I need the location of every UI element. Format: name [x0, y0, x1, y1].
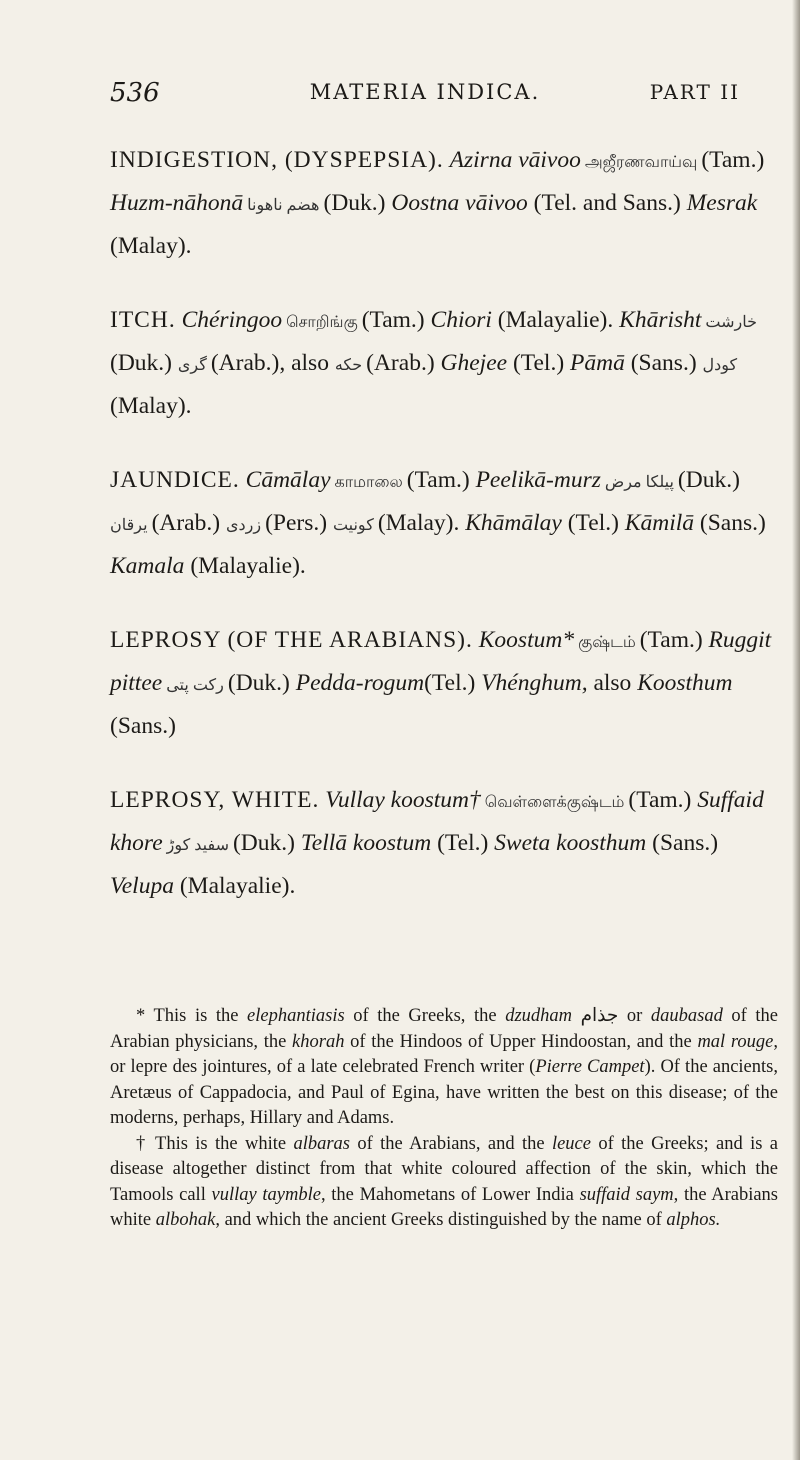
text-run: (Arab.)	[151, 510, 226, 536]
text-run: (Duk.)	[677, 467, 740, 493]
glossary-entry	[110, 460, 778, 586]
script-word: هضم ناهونا	[243, 197, 324, 214]
text-run: (Malay).	[110, 393, 192, 419]
text-run: of the Arabians, and the	[350, 1133, 552, 1154]
script-word: یرقان	[110, 517, 152, 534]
entries-list	[110, 140, 778, 940]
entry-term: JAUNDICE.	[110, 467, 240, 493]
footnote	[110, 1004, 778, 1132]
script-word: அஜீரணவாய்வு	[580, 154, 702, 171]
entry-term: LEPROSY, WHITE.	[110, 787, 320, 813]
text-run: (Sans.)	[110, 713, 176, 739]
script-word: زردی	[225, 517, 266, 534]
entry-term: LEPROSY (OF THE ARABIANS).	[110, 627, 473, 653]
text-run: (Duk.)	[227, 670, 296, 696]
text-run: , the Mahometans of Lower India	[320, 1184, 580, 1205]
text-run: (Sans.)	[646, 830, 719, 856]
text-run: (Tel.)	[431, 830, 495, 856]
text-run: (Tel.)	[507, 350, 571, 376]
italic-term: mal rouge	[697, 1031, 774, 1052]
text-run: (Arab.)	[366, 350, 441, 376]
text-run: also	[587, 670, 638, 696]
text-run: (Tam.)	[639, 627, 709, 653]
text-run: (Tel.)	[561, 510, 625, 536]
script-word: پیلکا مرض	[600, 474, 678, 491]
text-run: (Duk.)	[110, 350, 178, 376]
text-run: , the Arabians white	[110, 1184, 779, 1230]
text-run: of the Greeks, the	[344, 1006, 506, 1026]
script-word: خارشت	[701, 314, 758, 331]
italic-term: Kāmilā	[624, 510, 695, 536]
glossary-entry	[110, 620, 778, 746]
italic-term: Chéringoo	[181, 307, 283, 333]
script-word: حکه	[334, 357, 367, 374]
text-run: of the Hindoos of Upper Hindoostan, and the	[344, 1031, 698, 1052]
italic-term: Koostum*	[478, 627, 575, 653]
italic-term: Pāmā	[570, 350, 625, 376]
italic-term: vullay taymble	[211, 1184, 321, 1205]
text-run: (Malay).	[377, 510, 466, 536]
text-run: (Tam.)	[406, 467, 476, 493]
italic-term: Ghejee	[440, 350, 508, 376]
italic-term: daubasad	[650, 1006, 723, 1026]
script-word: வெள்ளைக்குஷ்டம்	[480, 794, 629, 811]
text-run: * This is the	[136, 1006, 248, 1026]
italic-term: elephantiasis	[247, 1006, 345, 1026]
text-run: (Pers.)	[265, 510, 333, 536]
page-edge-shadow	[792, 0, 800, 1460]
italic-term: dzudham	[505, 1006, 572, 1026]
glossary-entry	[110, 300, 778, 426]
part-label: PART II	[649, 80, 740, 104]
entry-term: INDIGESTION, (DYSPEPSIA).	[110, 147, 444, 173]
italic-term: leuce	[551, 1133, 591, 1154]
text-run: (Sans.)	[694, 510, 766, 536]
italic-term: Chiori	[430, 307, 492, 333]
glossary-entry	[110, 780, 778, 906]
text-run: (Malayalie).	[173, 873, 296, 899]
text-run: ). Of the ancients, Aretæus of Cappadocia, and Paul of Egina, have written the best on this disease; of the moderns, perhaps, Hillary and Adams.	[110, 1057, 778, 1128]
italic-term: Vhénghum,	[481, 670, 588, 696]
italic-term: Khāmālay	[465, 510, 562, 536]
running-title: MATERIA INDICA.	[309, 80, 541, 104]
text-run: (Tam.)	[701, 147, 765, 173]
text-run: , or lepre des jointures, of a late celebrated French writer (	[110, 1031, 778, 1077]
text-run: of the Arabian physicians, the	[110, 1006, 779, 1052]
italic-term: albohak	[155, 1210, 216, 1230]
text-run: جذام or	[572, 1006, 651, 1026]
italic-term: Huzm-nāhonā	[110, 190, 244, 216]
text-run: (Malay).	[110, 233, 192, 259]
italic-term: Kamala	[110, 553, 185, 579]
text-run: (Duk.)	[232, 830, 301, 856]
italic-term: Pierre Campet	[535, 1057, 645, 1077]
script-word: کودل	[702, 357, 738, 374]
italic-term: Cāmālay	[245, 467, 331, 493]
text-run: (Tel.)	[424, 670, 482, 696]
italic-term: albaras	[293, 1133, 350, 1154]
script-word: குஷ்டம்	[574, 634, 640, 651]
text-run: † This is the white	[136, 1133, 294, 1154]
script-word: சொறிங்கு	[282, 314, 362, 331]
footnotes	[110, 1004, 778, 1234]
italic-term: Pedda-rogum	[295, 670, 425, 696]
italic-term: Koosthum	[637, 670, 733, 696]
text-run: (Tam.)	[361, 307, 431, 333]
running-header	[110, 78, 740, 118]
italic-term: Suffaid khore	[110, 787, 764, 856]
page-number: 536	[110, 78, 160, 108]
italic-term: Sweta koosthum	[494, 830, 647, 856]
italic-term: suffaid saym	[579, 1184, 674, 1205]
script-word: گری	[177, 357, 211, 374]
italic-term: Peelikā-murz	[475, 467, 601, 493]
text-run: (Duk.)	[323, 190, 392, 216]
text-run: (Malayalie).	[184, 553, 306, 579]
script-word: காமாலை	[330, 474, 407, 491]
text-run: of the Greeks; and is a disease altogether distinct from that white coloured affection of the skin, which the Tamools call	[110, 1133, 778, 1205]
italic-term: Oostna vāivoo	[391, 190, 528, 216]
italic-term: Tellā koostum	[300, 830, 432, 856]
italic-term: Velupa	[110, 873, 174, 899]
glossary-entry	[110, 140, 778, 266]
entry-term: ITCH.	[110, 307, 176, 333]
script-word: کونیت	[332, 517, 378, 534]
italic-term: alphos.	[666, 1210, 721, 1230]
text-run: (Sans.)	[624, 350, 703, 376]
italic-term: Vullay koostum†	[325, 787, 481, 813]
text-run: , and which the ancient Greeks distinguished by the name of	[215, 1210, 667, 1230]
italic-term: Azirna vāivoo	[449, 147, 581, 173]
script-word: رکت پتی	[162, 677, 228, 694]
text-run: (Tel. and Sans.)	[527, 190, 687, 216]
italic-term: khorah	[292, 1031, 345, 1052]
footnote	[110, 1132, 778, 1234]
italic-term: Khārisht	[619, 307, 702, 333]
italic-term: Ruggit pittee	[110, 627, 772, 696]
script-word: سفید کوڑ	[162, 837, 233, 854]
text-run: (Malayalie).	[491, 307, 620, 333]
italic-term: Mesrak	[686, 190, 758, 216]
text-run: (Arab.), also	[210, 350, 335, 376]
text-run: (Tam.)	[628, 787, 698, 813]
